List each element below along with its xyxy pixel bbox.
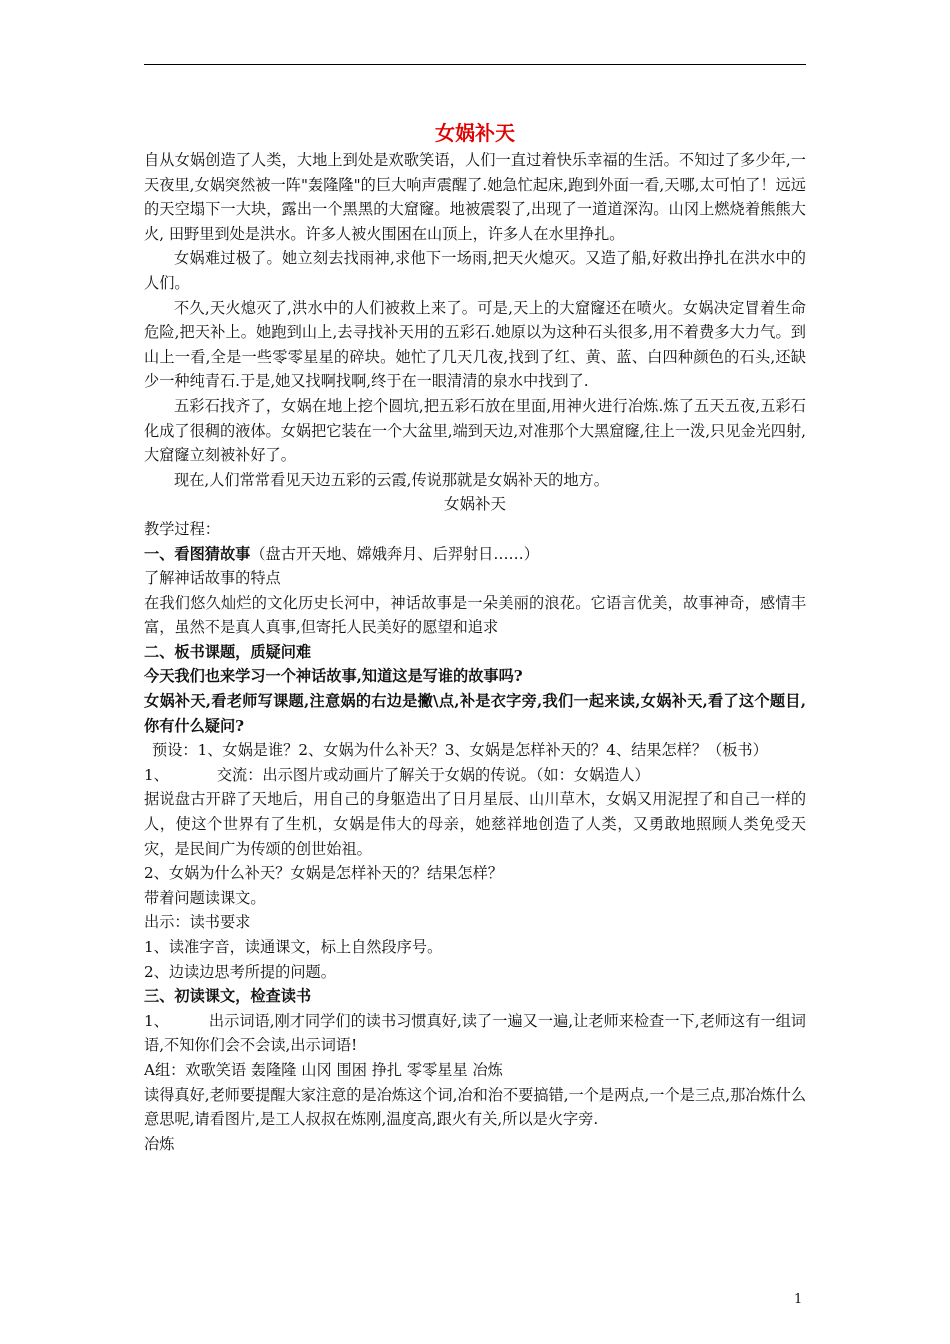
section-3-heading: 三、初读课文，检查读书 (144, 987, 312, 1006)
section-2-item-1 (144, 763, 806, 788)
section-2-read: 带着问题读课文。 (144, 888, 266, 907)
section-1-note: （盘古开天地、嫦娥奔月、后羿射日……） (250, 544, 539, 563)
story-paragraph-3: 不久,天火熄灭了,洪水中的人们被救上来了。可是,天上的大窟窿还在喷火。女娲决定冒着生命危险,把天补上。她跑到山上,去寻找补天用的五彩石.她原以为这种石头很多,用不着费多大力气。到山上一看,全是一些零零星星的碎块。她忙了几天几夜,找到了红、黄、蓝、白四种颜色的石头,还缺少一种纯青石.于是,她又找啊找啊,终于在一眼清清的泉水中找到了. (144, 298, 806, 391)
page-number: 1 (794, 1292, 803, 1307)
section-1-heading (144, 542, 806, 567)
section-3-item-1 (144, 1009, 806, 1058)
section-3-group-a: A组：欢歌笑语 轰隆隆 山冈 围困 挣扎 零零星星 冶炼 (144, 1060, 503, 1079)
section-2-heading: 二、板书课题，质疑问难 (144, 642, 312, 661)
story-paragraph-1: 自从女娲创造了人类，大地上到处是欢歌笑语，人们一直过着快乐幸福的生活。不知过了多少年,一天夜里,女娲突然被一阵"轰隆隆"的巨大响声震醒了.她急忙起床,跑到外面一看,天哪,太可怕了！远远的天空塌下一大块，露出一个黑黑的大窟窿。地被震裂了,出现了一道道深沟。山冈上燃烧着熊熊大火, 田野里到处是洪水。许多人被火围困在山顶上，许多人在水里挣扎。 (144, 151, 806, 243)
item-text: 交流：出示图片或动画片了解关于女娲的传说。（如：女娲造人） (216, 765, 650, 784)
section-2-show: 出示：读书要求 (144, 913, 251, 932)
section-2-preset: 预设：1、女娲是谁？2、女娲为什么补天？3、女娲是怎样补天的？4、结果怎样？（板书） (152, 741, 768, 760)
story-paragraph-5: 现在,人们常常看见天边五彩的云霞,传说那就是女娲补天的地方。 (174, 470, 609, 489)
section-1-line-2: 在我们悠久灿烂的文化历史长河中，神话故事是一朵美丽的浪花。它语言优美，故事神奇，感情丰富，虽然不是真人真事,但寄托人民美好的愿望和追求 (144, 593, 806, 637)
process-label: 教学过程： (144, 519, 220, 538)
section-2-item-2: 2、女娲为什么补天？女娲是怎样补天的？结果怎样？ (144, 864, 503, 883)
section-2-question: 今天我们也来学习一个神话故事,知道这是写谁的故事吗? (144, 667, 523, 686)
story-paragraph-2: 女娲难过极了。她立刻去找雨神,求他下一场雨,把天火熄灭。又造了船,好救出挣扎在洪水中的人们。 (144, 249, 806, 292)
section-3-word: 冶炼 (144, 1134, 175, 1153)
section-2-legend: 据说盘古开辟了天地后，用自己的身躯造出了日月星辰、山川草木，女娲又用泥捏了和自己一样的人，使这个世界有了生机，女娲是伟大的母亲，她慈祥地创造了人类，又勇敢地照顾人类免受天灾，是民间广为传颂的创世始祖。 (144, 790, 806, 858)
section-2-title-note: 女娲补天,看老师写课题,注意娲的右边是撇\点,补是衣字旁,我们一起来读,女娲补天,看了这个题目,你有什么疑问? (144, 692, 806, 735)
item-number: 1、 (144, 1011, 169, 1030)
item-text: 出示词语,刚才同学们的读书习惯真好,读了一遍又一遍,让老师来检查一下,老师这有一组词语,不知你们会不会读,出示词语! (144, 1011, 806, 1055)
section-2-requirement-2: 2、边读边思考所提的问题。 (144, 962, 336, 981)
item-number: 1、 (144, 765, 169, 784)
section-1-line-1: 了解神话故事的特点 (144, 569, 281, 588)
header-rule (144, 64, 806, 65)
story-paragraph-4: 五彩石找齐了，女娲在地上挖个圆坑,把五彩石放在里面,用神火进行冶炼.炼了五天五夜,五彩石化成了很稠的液体。女娲把它装在一个大盆里,端到天边,对准那个大黑窟窿,往上一泼,只见金光四射,大窟窿立刻被补好了。 (144, 396, 807, 465)
section-3-explanation: 读得真好,老师要提醒大家注意的是冶炼这个词,冶和治不要搞错,一个是两点,一个是三点,那冶炼什么意思呢,请看图片,是工人叔叔在炼刚,温度高,跟火有关,所以是火字旁. (144, 1085, 807, 1129)
section-2-requirement-1: 1、读准字音，读通课文，标上自然段序号。 (144, 938, 443, 956)
section-1-title: 一、看图猜故事 (144, 544, 251, 563)
document-body (144, 118, 806, 1156)
story-title: 女娲补天 (435, 121, 515, 145)
lesson-title: 女娲补天 (443, 495, 506, 514)
